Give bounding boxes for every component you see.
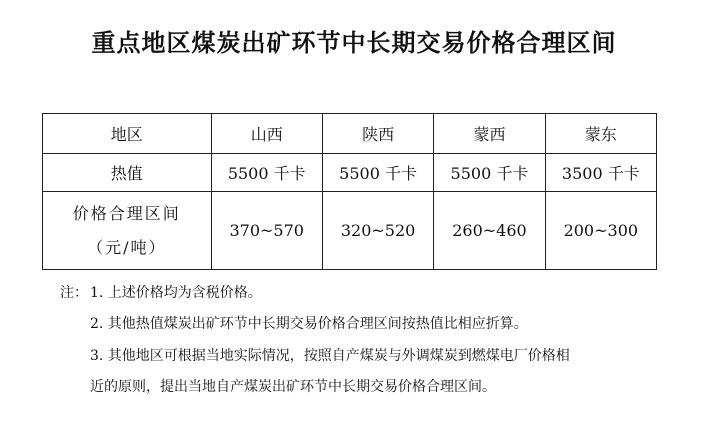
note-item-1: 1. 上述价格均为含税价格。 bbox=[90, 285, 262, 301]
price-range-table bbox=[42, 113, 657, 270]
region-mengdong: 蒙东 bbox=[545, 114, 656, 154]
table-row-heat bbox=[43, 154, 657, 192]
price-shaanxi: 320~520 bbox=[322, 192, 433, 270]
price-shanxi: 370~570 bbox=[211, 192, 322, 270]
price-mengdong: 200~300 bbox=[545, 192, 656, 270]
table-row-region bbox=[43, 114, 657, 154]
heat-mengdong: 3500 千卡 bbox=[545, 154, 656, 192]
region-shanxi: 山西 bbox=[211, 114, 322, 154]
price-label-unit: （元/吨） bbox=[87, 237, 167, 257]
price-mengxi: 260~460 bbox=[434, 192, 545, 270]
note-item-3: 3. 其他地区可根据当地实际情况，按照自产煤炭与外调煤炭到燃煤电厂价格相 bbox=[90, 348, 570, 364]
price-label-line1: 价格合理区间 bbox=[72, 203, 181, 223]
note-item-2: 2. 其他热值煤炭出矿环节中长期交易价格合理区间按热值比相应折算。 bbox=[90, 316, 528, 332]
document-title: 重点地区煤炭出矿环节中长期交易价格合理区间 bbox=[91, 29, 617, 57]
heat-mengxi: 5500 千卡 bbox=[434, 154, 545, 192]
table-row-price bbox=[43, 192, 657, 270]
notes-prefix: 注： bbox=[60, 285, 88, 301]
row-label-region: 地区 bbox=[43, 114, 212, 154]
row-label-price bbox=[43, 192, 212, 270]
region-mengxi: 蒙西 bbox=[434, 114, 545, 154]
row-label-heat: 热值 bbox=[43, 154, 212, 192]
note-item-3-continued: 近的原则，提出当地自产煤炭出矿环节中长期交易价格合理区间。 bbox=[90, 379, 496, 395]
heat-shanxi: 5500 千卡 bbox=[211, 154, 322, 192]
region-shaanxi: 陕西 bbox=[322, 114, 433, 154]
heat-shaanxi: 5500 千卡 bbox=[322, 154, 433, 192]
